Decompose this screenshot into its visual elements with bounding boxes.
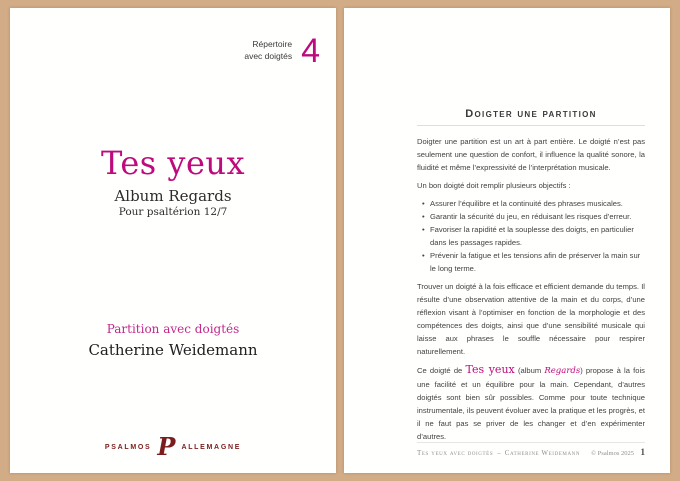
closing-after: ) propose à la fois une facilité et un équilibre pour la main. Cependant, d’autres doigtés sont bien sûr possibles. Comme pour toute technique instrumentale, ils peuvent évoluer avec la pratique et les progrès, et il ne faut pas se priver de les changer et d’en expérimenter d’autres. [417,366,645,441]
series-badge [244,32,320,70]
closing-paragraph [417,363,645,443]
page-footer [417,442,645,457]
closing-before: Ce doigté de [417,366,466,375]
objectives-list [417,197,645,275]
series-label-line1: Répertoire [252,39,293,50]
footer-author: Catherine Weidemann [504,449,581,457]
closing-mid: (album [514,366,545,375]
work-title: Tes yeux [100,144,246,182]
closing-work-title: Tes yeux [465,363,515,376]
publisher-name-right: ALLEMAGNE [181,443,242,451]
content-page [344,8,670,473]
objective-item: • Assurer l’équilibre et la continuité des phrases musicales. [430,197,645,210]
edition-line: Partition avec doigtés [106,322,240,336]
reflection-paragraph: Trouver un doigté à la fois efficace et efficient demande du temps. Il résulte d’une observation attentive de la main et du corps, d’une réflexion visant à l’optimiser en fonction de la morphologie et des compétences des doigts, ainsi que d’une sensibilité musicale qui laisse aux phrases le souffle nécessaire pour respirer naturellement. [417,282,645,356]
series-label [244,39,292,63]
album-name: Album Regards [114,187,232,205]
series-number: 4 [301,32,320,70]
publisher-name-left: PSALMOS [104,443,152,451]
closing-album-name: Regards [544,366,581,376]
objective-item: • Garantir la sécurité du jeu, en réduisant les risques d’erreur. [430,210,645,223]
objective-item: • Prévenir la fatigue et les tensions afin de préserver la main sur le long terme. [430,249,645,275]
series-label-line2: avec doigtés [244,51,293,62]
footer-work-title: Tes yeux avec doigtés [417,449,494,457]
page-number: 1 [640,447,645,457]
instrument-line: Pour psaltérion 12/7 [118,206,228,218]
author-name: Catherine Weidemann [88,341,258,359]
publisher-monogram-icon: P [157,432,176,461]
cover-page [10,8,336,473]
text-column [417,8,645,448]
objectives-intro: Un bon doigté doit remplir plusieurs objectifs : [417,181,571,190]
intro-paragraph: Doigter une partition est un art à part entière. Le doigté n’est pas seulement une question de confort, il influence la qualité sonore, la fluidité et même l’expressivité de l’interprétation musicale. [417,137,645,172]
section-heading: Doigter une partition [417,108,645,126]
footer-copyright: © Psalmos 2025 [591,450,634,457]
footer-separator: – [497,449,501,457]
objective-item: • Favoriser la rapidité et la souplesse des doigts, en particulier dans les passages rapides. [430,223,645,249]
publisher-logo [10,432,336,461]
